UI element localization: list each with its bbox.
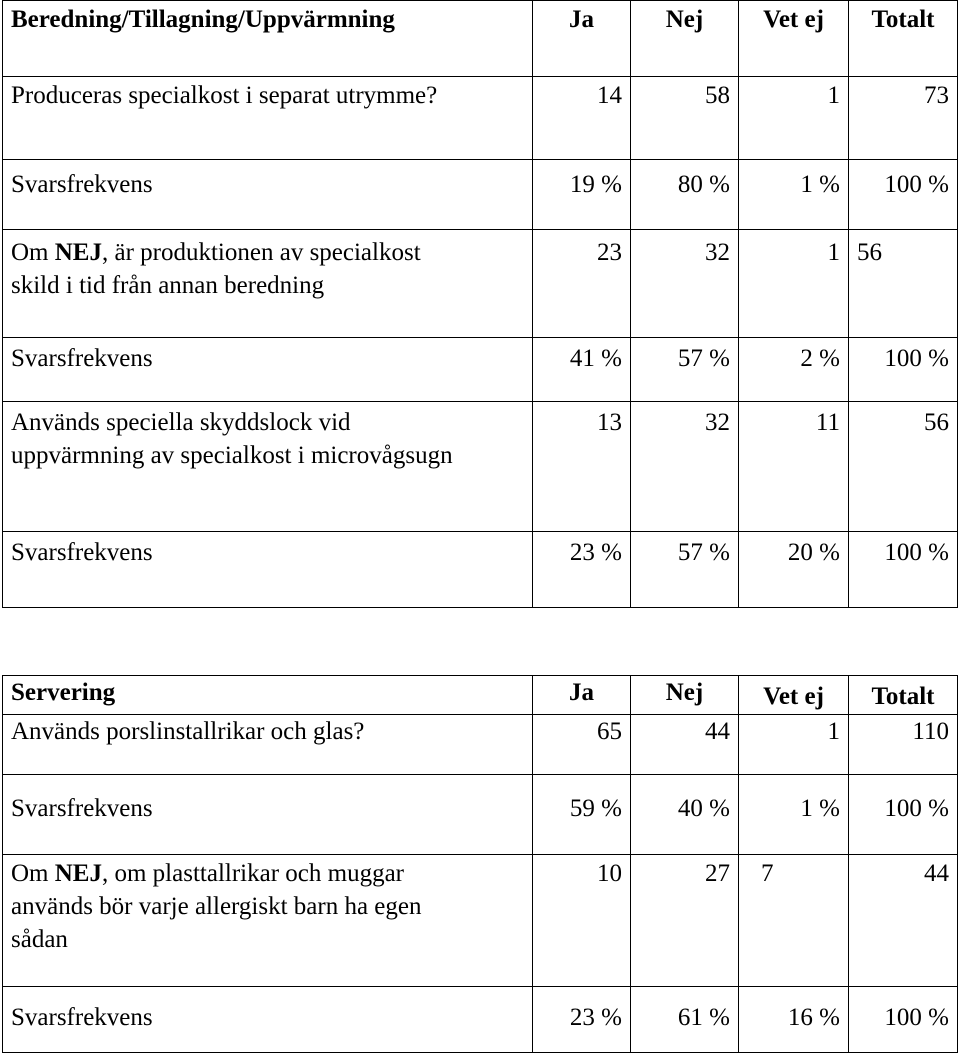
header-nej: Nej bbox=[630, 0, 738, 77]
cell-nej: 80 % bbox=[630, 160, 738, 230]
cell-ja: 23 bbox=[532, 230, 630, 338]
cell-vet-ej: 16 % bbox=[738, 987, 848, 1053]
cell-ja: 41 % bbox=[532, 338, 630, 402]
cell-nej: 57 % bbox=[630, 338, 738, 402]
cell-totalt: 100 % bbox=[848, 338, 958, 402]
header-title: Servering bbox=[2, 675, 532, 715]
cell-totalt: 100 % bbox=[848, 160, 958, 230]
header-ja: Ja bbox=[532, 675, 630, 715]
cell-vet-ej: 1 bbox=[738, 715, 848, 775]
nej-emphasis: NEJ bbox=[54, 860, 102, 887]
cell-ja: 10 bbox=[532, 855, 630, 987]
header-totalt: Totalt bbox=[848, 0, 958, 77]
cell-ja: 14 bbox=[532, 77, 630, 160]
cell-nej: 32 bbox=[630, 402, 738, 532]
cell-totalt: 44 bbox=[848, 855, 958, 987]
cell-nej: 57 % bbox=[630, 532, 738, 608]
row-question: Produceras specialkost i separat utrymme? bbox=[2, 77, 532, 160]
row-question: Om NEJ, är produktionen av specialkost skild i tid från annan beredning bbox=[2, 230, 532, 338]
header-title: Beredning/Tillagning/Uppvärmning bbox=[2, 0, 532, 77]
row-label: Svarsfrekvens bbox=[2, 775, 532, 855]
cell-totalt: 100 % bbox=[848, 775, 958, 855]
cell-nej: 27 bbox=[630, 855, 738, 987]
cell-totalt: 56 bbox=[848, 402, 958, 532]
cell-ja: 23 % bbox=[532, 987, 630, 1053]
cell-nej: 44 bbox=[630, 715, 738, 775]
cell-nej: 61 % bbox=[630, 987, 738, 1053]
header-nej: Nej bbox=[630, 675, 738, 715]
header-vet-ej: Vet ej bbox=[738, 0, 848, 77]
header-ja: Ja bbox=[532, 0, 630, 77]
row-label: Svarsfrekvens bbox=[2, 160, 532, 230]
cell-vet-ej: 11 bbox=[738, 402, 848, 532]
cell-vet-ej: 1 % bbox=[738, 160, 848, 230]
cell-vet-ej: 1 bbox=[738, 230, 848, 338]
cell-ja: 13 bbox=[532, 402, 630, 532]
row-label: Svarsfrekvens bbox=[2, 987, 532, 1053]
cell-vet-ej: 20 % bbox=[738, 532, 848, 608]
cell-totalt: 56 bbox=[848, 230, 958, 338]
header-totalt: Totalt bbox=[848, 675, 958, 715]
row-label: Svarsfrekvens bbox=[2, 338, 532, 402]
cell-totalt: 73 bbox=[848, 77, 958, 160]
cell-vet-ej: 1 % bbox=[738, 775, 848, 855]
row-label: Svarsfrekvens bbox=[2, 532, 532, 608]
cell-nej: 32 bbox=[630, 230, 738, 338]
row-question: Används porslinstallrikar och glas? bbox=[2, 715, 532, 775]
row-question: Om NEJ, om plasttallrikar och muggar används bör varje allergiskt barn ha egen sådan bbox=[2, 855, 532, 987]
cell-vet-ej: 2 % bbox=[738, 338, 848, 402]
cell-ja: 19 % bbox=[532, 160, 630, 230]
cell-vet-ej: 1 bbox=[738, 77, 848, 160]
cell-ja: 65 bbox=[532, 715, 630, 775]
cell-totalt: 100 % bbox=[848, 987, 958, 1053]
cell-ja: 23 % bbox=[532, 532, 630, 608]
nej-emphasis: NEJ bbox=[54, 239, 102, 266]
cell-nej: 58 bbox=[630, 77, 738, 160]
cell-totalt: 100 % bbox=[848, 532, 958, 608]
header-vet-ej: Vet ej bbox=[738, 675, 848, 715]
row-question: Används speciella skyddslock vid uppvärmning av specialkost i microvågsugn bbox=[2, 402, 532, 532]
cell-ja: 59 % bbox=[532, 775, 630, 855]
cell-totalt: 110 bbox=[848, 715, 958, 775]
cell-vet-ej: 7 bbox=[738, 855, 848, 987]
cell-nej: 40 % bbox=[630, 775, 738, 855]
